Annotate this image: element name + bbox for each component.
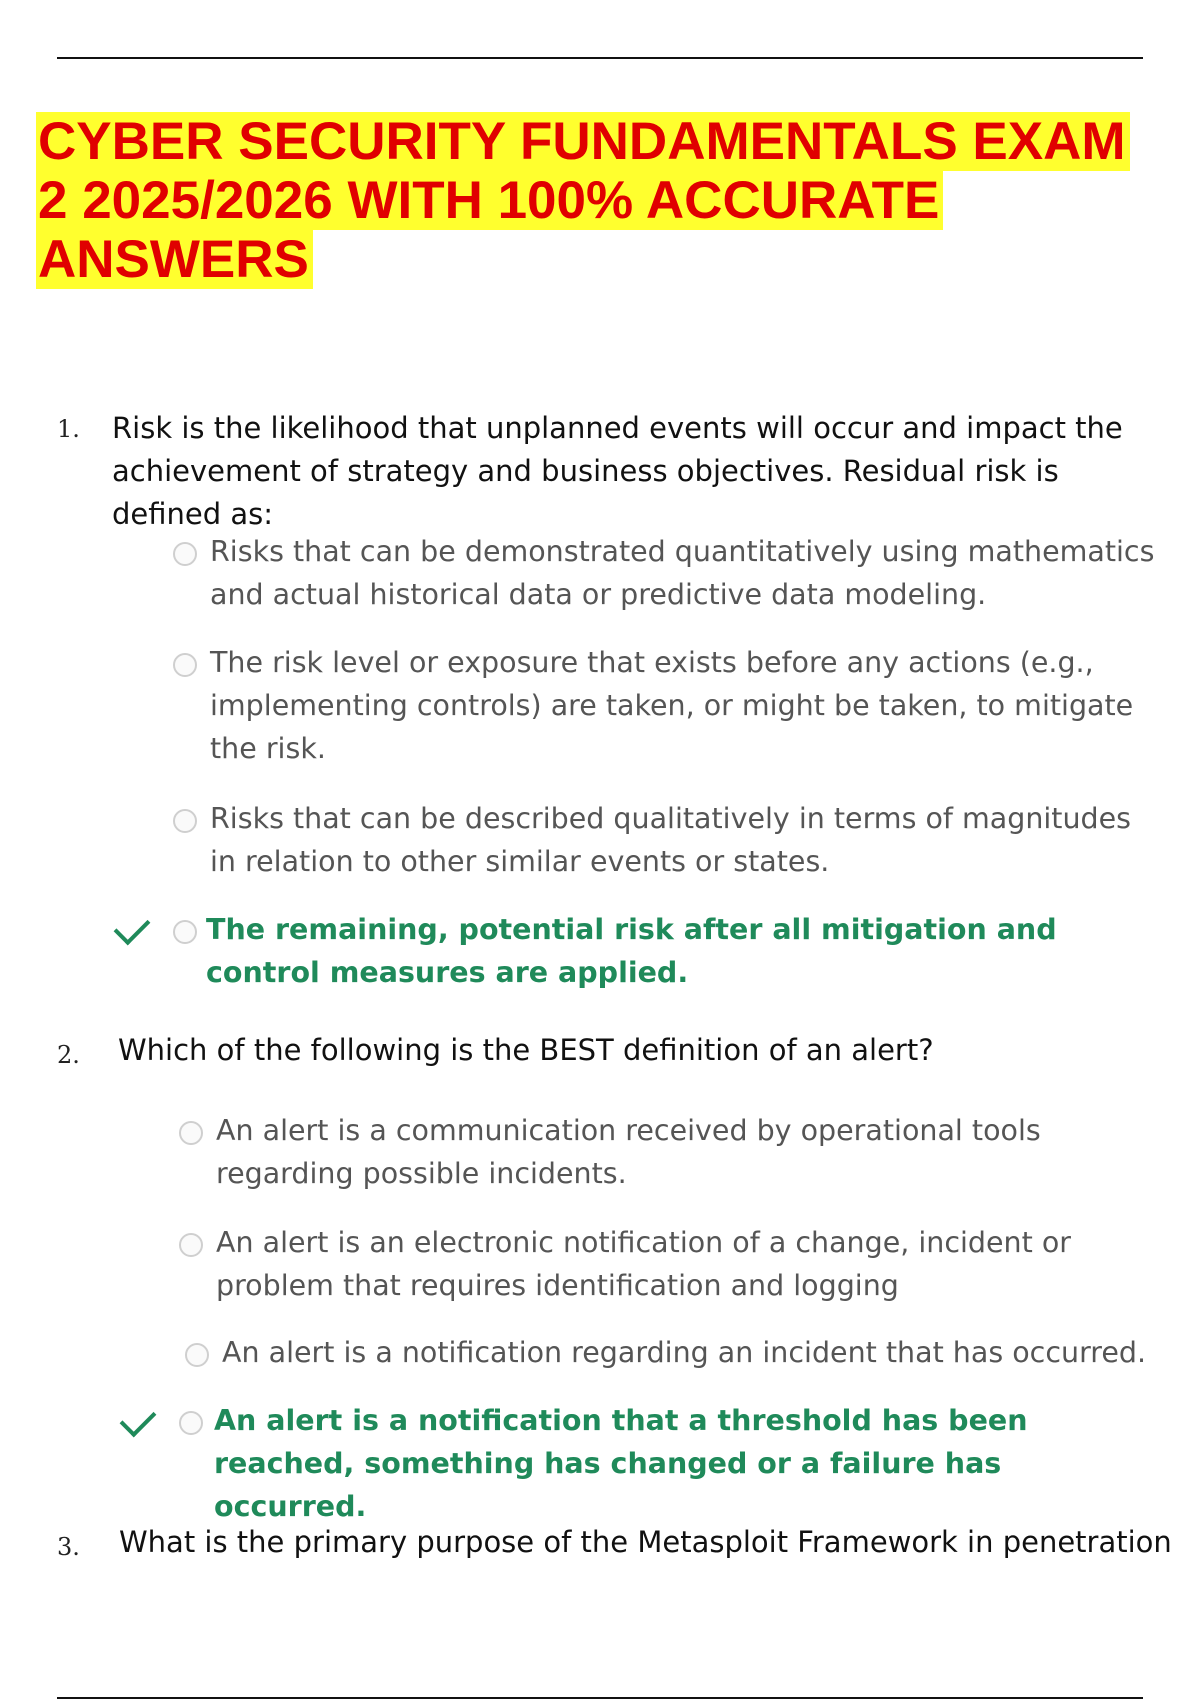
title-line-1: CYBER SECURITY FUNDAMENTALS EXAM bbox=[36, 112, 1130, 171]
question-number: 3. bbox=[57, 1533, 80, 1561]
question-number: 1. bbox=[57, 415, 80, 443]
title-line-3: ANSWERS bbox=[36, 230, 313, 289]
radio-circle-icon[interactable] bbox=[179, 1121, 203, 1145]
option-text: An alert is a communication received by operational tools regarding possible incidents. bbox=[216, 1114, 1041, 1190]
top-rule bbox=[57, 57, 1143, 59]
option-text: An alert is an electronic notification of a change, incident or problem that requires identification and logging bbox=[216, 1226, 1071, 1302]
question-text: What is the primary purpose of the Metasploit Framework in penetration bbox=[119, 1525, 1172, 1559]
question-number: 2. bbox=[57, 1041, 80, 1069]
option-text: An alert is a notification regarding an incident that has occurred. bbox=[222, 1336, 1147, 1369]
checkmark-icon bbox=[120, 1401, 157, 1438]
option-text: Risks that can be demonstrated quantitatively using mathematics and actual historical data or predictive data modeling. bbox=[210, 535, 1155, 611]
checkmark-icon bbox=[114, 909, 151, 946]
bottom-rule bbox=[57, 1697, 1143, 1699]
option-2d-correct[interactable] bbox=[178, 1399, 1118, 1528]
radio-circle-icon[interactable] bbox=[173, 809, 197, 833]
option-2a[interactable] bbox=[178, 1109, 1178, 1195]
question-text: Risk is the likelihood that unplanned events will occur and impact the achievement of strategy and business objectives. Residual risk is defined as: bbox=[112, 411, 1123, 531]
option-text: Risks that can be described qualitatively in terms of magnitudes in relation to other similar events or states. bbox=[210, 802, 1132, 878]
option-1a[interactable] bbox=[172, 530, 1172, 616]
option-1d-correct[interactable] bbox=[172, 908, 1122, 994]
question-text: Which of the following is the BEST definition of an alert? bbox=[118, 1033, 934, 1067]
radio-circle-icon[interactable] bbox=[173, 653, 197, 677]
option-2c[interactable] bbox=[184, 1331, 1174, 1374]
option-2b[interactable] bbox=[178, 1221, 1078, 1307]
option-1c[interactable] bbox=[172, 797, 1132, 883]
option-text: The risk level or exposure that exists before any actions (e.g., implementing controls) are taken, or might be taken, to mitigate the risk. bbox=[210, 646, 1134, 765]
radio-circle-icon[interactable] bbox=[173, 920, 197, 944]
option-1b[interactable] bbox=[172, 641, 1162, 770]
radio-circle-icon[interactable] bbox=[185, 1343, 209, 1367]
option-text: An alert is a notification that a threshold has been reached, something has changed or a failure has occurred. bbox=[214, 1404, 1028, 1523]
radio-circle-icon[interactable] bbox=[173, 542, 197, 566]
option-text: The remaining, potential risk after all mitigation and control measures are applied. bbox=[206, 913, 1057, 989]
radio-circle-icon[interactable] bbox=[179, 1411, 203, 1435]
document-title bbox=[36, 112, 1166, 289]
radio-circle-icon[interactable] bbox=[179, 1233, 203, 1257]
title-line-2: 2 2025/2026 WITH 100% ACCURATE bbox=[36, 171, 943, 230]
